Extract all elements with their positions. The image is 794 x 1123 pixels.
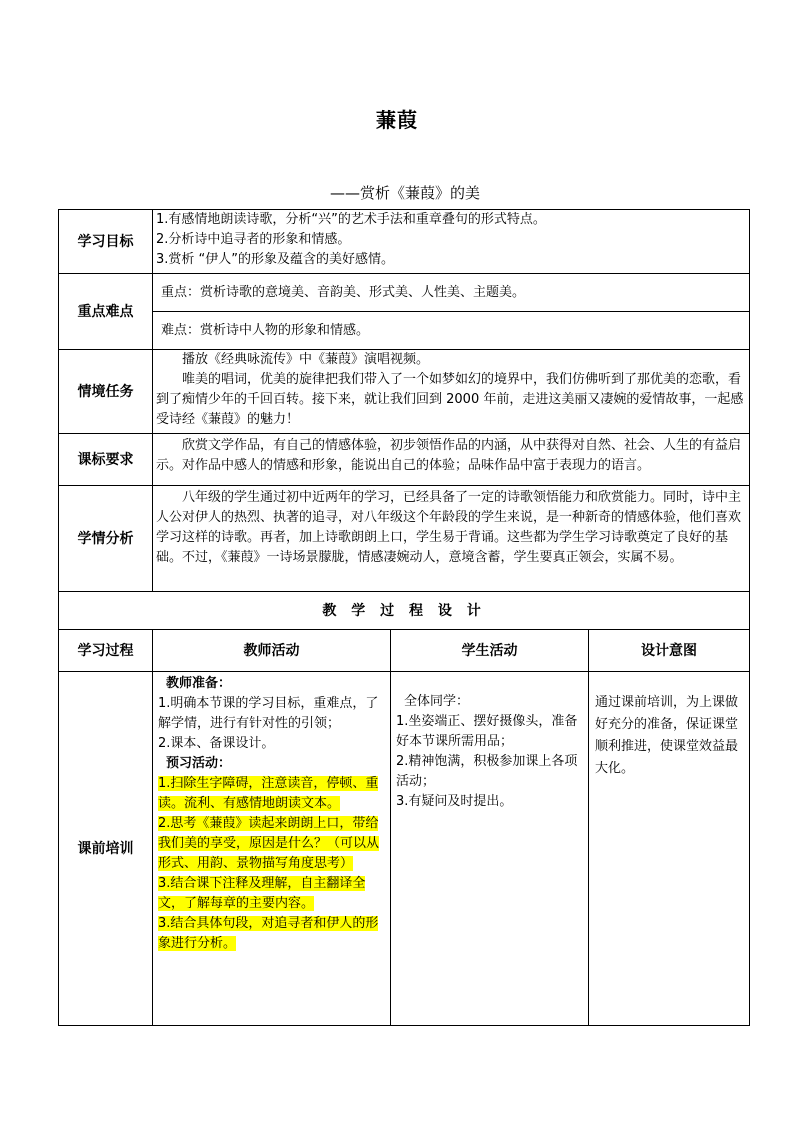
row-key-point bbox=[59, 274, 750, 312]
page-title: 蒹葭 bbox=[376, 108, 418, 132]
student-activity bbox=[391, 672, 589, 1026]
scenario-paragraph: 播放《经典咏流传》中《蒹葭》演唱视频。 bbox=[182, 352, 430, 367]
student-item: 3.有疑问及时提出。 bbox=[396, 794, 513, 809]
preview-item: 3.结合课下注释及理解，自主翻译全文，了解每章的主要内容。 bbox=[158, 876, 366, 911]
preview-item: 2.思考《蒹葭》读起来朗朗上口，带给我们美的享受，原因是什么？（可以从形式、用韵、景物描写角度思考） bbox=[158, 816, 380, 871]
key-point: 重点：赏析诗歌的意境美、音韵美、形式美、人性美、主题美。 bbox=[153, 274, 750, 312]
standard-label: 课标要求 bbox=[59, 434, 153, 486]
row-learners bbox=[59, 486, 750, 592]
scenario-content bbox=[153, 350, 750, 434]
student-item: 2.精神饱满，积极参加课上各项活动； bbox=[396, 754, 578, 789]
header-teacher: 教师活动 bbox=[153, 630, 391, 672]
scenario-label: 情境任务 bbox=[59, 350, 153, 434]
goal-item: 3.赏析 “伊人”的形象及蕴含的美好感情。 bbox=[156, 252, 395, 267]
goal-item: 1.有感情地朗读诗歌，分析“兴”的艺术手法和重章叠句的形式特点。 bbox=[156, 212, 546, 227]
teacher-activity bbox=[153, 672, 391, 1026]
preview-item: 3.结合具体句段，对追寻者和伊人的形象进行分析。 bbox=[158, 916, 379, 951]
learners-label: 学情分析 bbox=[59, 486, 153, 592]
standard-content: 欣赏文学作品，有自己的情感体验，初步领悟作品的内涵，从中获得对自然、社会、人生的有益启示。对作品中感人的情感和形象，能说出自己的体验；品味作品中富于表现力的语言。 bbox=[153, 434, 750, 486]
row-scenario bbox=[59, 350, 750, 434]
row-process-title bbox=[59, 592, 750, 630]
page-subtitle: ——赏析《蒹葭》的美 bbox=[330, 184, 481, 202]
row-process-headers bbox=[59, 630, 750, 672]
stage-label: 课前培训 bbox=[59, 672, 153, 1026]
design-intent: 通过课前培训，为上课做好充分的准备，保证课堂顺利推进，使课堂效益最大化。 bbox=[589, 672, 750, 1026]
student-item: 1.坐姿端正、摆好摄像头，准备好本节课所需用品； bbox=[396, 714, 578, 749]
header-student: 学生活动 bbox=[391, 630, 589, 672]
teacher-prep-item: 1.明确本节课的学习目标，重难点，了解学情，进行有针对性的引领； bbox=[158, 696, 379, 731]
preview-title: 预习活动： bbox=[166, 756, 232, 771]
row-difficult-point bbox=[59, 312, 750, 350]
difficult-point: 难点：赏析诗中人物的形象和情感。 bbox=[153, 312, 750, 350]
row-standard bbox=[59, 434, 750, 486]
preview-item: 1.扫除生字障碍，注意读音，停顿、重读。流利、有感情地朗读文本。 bbox=[158, 776, 379, 811]
row-pre-class bbox=[59, 672, 750, 1026]
scenario-paragraph: 唯美的唱词，优美的旋律把我们带入了一个如梦如幻的境界中，我们仿佛听到了那优美的恋歌，看到了痴情少年的千回百转。接下来，就让我们回到 2000 年前，走进这美丽又凄婉的爱情故事，一起感受诗经《蒹葭》的魅力！ bbox=[156, 372, 744, 427]
learners-content: 八年级的学生通过初中近两年的学习，已经具备了一定的诗歌领悟能力和欣赏能力。同时，诗中主人公对伊人的热烈、执著的追寻，对八年级这个年龄段的学生来说，是一种新奇的情感体验，他们喜欢学习这样的诗歌。再者，加上诗歌朗朗上口，学生易于背诵。这些都为学生学习诗歌奠定了良好的基础。不过，《蒹葭》一诗场景朦胧，情感凄婉动人，意境含蓄，学生要真正领会，实属不易。 bbox=[153, 486, 750, 592]
teacher-prep-item: 2.课本、备课设计。 bbox=[158, 736, 275, 751]
goals-content bbox=[153, 210, 750, 274]
row-goals bbox=[59, 210, 750, 274]
goals-label: 学习目标 bbox=[59, 210, 153, 274]
process-section-title: 教 学 过 程 设 计 bbox=[59, 592, 750, 630]
teacher-prep-title: 教师准备： bbox=[166, 676, 232, 691]
key-label: 重点难点 bbox=[59, 274, 153, 350]
student-intro: 全体同学： bbox=[404, 694, 470, 709]
lesson-plan-table bbox=[58, 209, 750, 1026]
header-stage: 学习过程 bbox=[59, 630, 153, 672]
goal-item: 2.分析诗中追寻者的形象和情感。 bbox=[156, 232, 351, 247]
header-intent: 设计意图 bbox=[589, 630, 750, 672]
